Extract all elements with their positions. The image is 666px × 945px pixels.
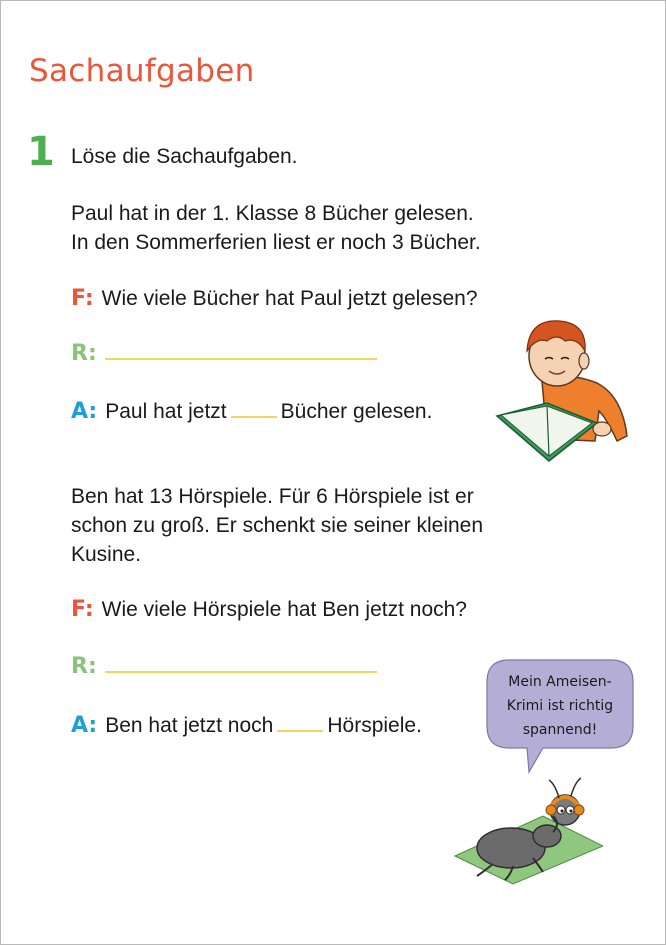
problem-2-answer-row <box>71 711 422 740</box>
task-number: 1 <box>27 129 55 175</box>
problem-1-text-line-2: In den Sommerferien liest er noch 3 Bücher. <box>71 231 481 254</box>
problem-2-question: Wie viele Hörspiele hat Ben jetzt noch? <box>101 598 467 621</box>
r-label: R: <box>71 341 97 366</box>
problem-1-answer-after: Bücher gelesen. <box>280 400 433 423</box>
problem-2-text-line-2: schon zu groß. Er schenkt sie seiner kleinen <box>71 514 484 537</box>
problem-2-answer-before: Ben hat jetzt noch <box>105 714 274 737</box>
a-label: A: <box>71 713 98 738</box>
task-instruction: Löse die Sachaufgaben. <box>71 145 298 168</box>
problem-1-answer-before: Paul hat jetzt <box>105 400 227 423</box>
f-label: F: <box>71 286 94 311</box>
page-title: Sachaufgaben <box>29 53 255 89</box>
problem-2-calculation-line[interactable] <box>105 653 377 673</box>
problem-2-question-row <box>71 595 467 624</box>
speech-bubble <box>481 656 641 776</box>
problem-1-calculation-line[interactable] <box>105 340 377 360</box>
r-label: R: <box>71 654 97 679</box>
problem-1-calculation-row <box>71 339 377 368</box>
ant-listening-illustration <box>453 776 603 886</box>
problem-1-question: Wie viele Bücher hat Paul jetzt gelesen? <box>101 287 478 310</box>
bubble-line-3: spannend! <box>522 722 598 738</box>
boy-reading-illustration <box>487 311 637 471</box>
problem-2-text-line-3: Kusine. <box>71 543 142 566</box>
problem-1-answer-row <box>71 397 432 426</box>
problem-1-text-line-1: Paul hat in der 1. Klasse 8 Bücher gelesen. <box>71 202 474 225</box>
problem-1-question-row <box>71 284 478 313</box>
bubble-line-1: Mein Ameisen- <box>508 674 612 690</box>
problem-1-answer-blank[interactable] <box>231 402 277 418</box>
problem-2-answer-after: Hörspiele. <box>327 714 422 737</box>
problem-2-text-line-1: Ben hat 13 Hörspiele. Für 6 Hörspiele ist er <box>71 485 474 508</box>
a-label: A: <box>71 399 98 424</box>
problem-2-answer-blank[interactable] <box>277 716 323 732</box>
f-label: F: <box>71 597 94 622</box>
problem-2-calculation-row <box>71 652 377 681</box>
bubble-line-2: Krimi ist richtig <box>506 698 614 714</box>
